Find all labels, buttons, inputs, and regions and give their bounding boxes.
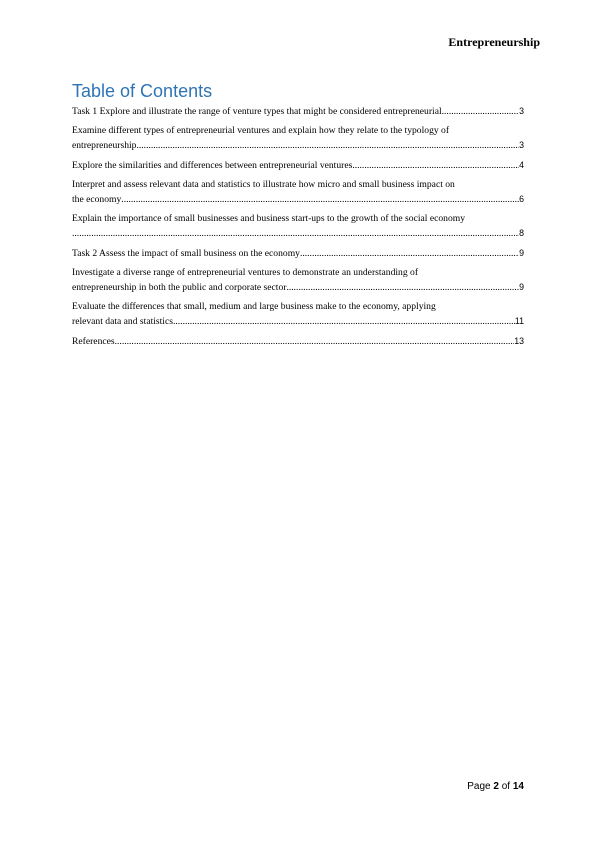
total-page-count: 14 [512, 781, 524, 792]
current-page-number: 2 [493, 781, 499, 792]
toc-page-number: 3 [519, 140, 524, 150]
page-footer [467, 781, 524, 792]
toc-heading: Table of Contents [72, 81, 213, 101]
toc-page-number: 6 [519, 194, 524, 204]
toc-entry-title[interactable]: Evaluate the differences that small, medium and large business make to the economy, applying [72, 301, 436, 312]
toc-entry-title[interactable]: Task 1 Explore and illustrate the range of venture types that might be considered entrepreneurial [72, 106, 442, 117]
dot-leader [72, 227, 519, 241]
of-label: of [501, 781, 511, 792]
toc-page-number: 13 [514, 336, 524, 346]
toc-entry-investigate-ventures[interactable] [72, 266, 524, 295]
toc-entry-title[interactable]: Investigate a diverse range of entrepreneurial ventures to demonstrate an understanding of [72, 267, 419, 278]
dot-leader [442, 105, 519, 119]
toc-entry-title-continued[interactable]: entrepreneurship [72, 140, 137, 151]
toc-entry-title[interactable]: Task 2 Assess the impact of small business on the economy [72, 248, 300, 259]
dot-leader [115, 335, 515, 349]
dot-leader [286, 281, 519, 295]
page-label: Page [467, 781, 491, 792]
toc-entry-title-continued[interactable]: entrepreneurship in both the public and corporate sector [72, 282, 287, 293]
toc-page-number: 3 [519, 106, 524, 116]
toc-entry-title[interactable]: Interpret and assess relevant data and statistics to illustrate how micro and small business impact on [72, 179, 455, 190]
running-header: Entrepreneurship [448, 35, 540, 49]
dot-leader [300, 247, 519, 261]
table-of-contents [72, 104, 524, 354]
toc-entry-importance-small-business[interactable] [72, 212, 524, 241]
toc-entry-title[interactable]: References [72, 336, 115, 347]
dot-leader [121, 193, 519, 207]
dot-leader [173, 315, 515, 329]
toc-entry-title[interactable]: Explain the importance of small businesses and business start-ups to the growth of the social economy [72, 213, 465, 224]
toc-entry-title-continued[interactable]: the economy [72, 194, 122, 205]
dot-leader [136, 139, 519, 153]
toc-page-number: 9 [519, 248, 524, 258]
toc-entry-task2[interactable] [72, 246, 524, 261]
toc-page-number: 11 [514, 316, 524, 326]
toc-entry-evaluate-differences[interactable] [72, 300, 524, 329]
toc-entry-interpret-data[interactable] [72, 178, 524, 207]
toc-entry-title[interactable]: Explore the similarities and differences between entrepreneurial ventures [72, 160, 353, 171]
dot-leader [352, 159, 519, 173]
toc-page-number: 9 [519, 282, 524, 292]
toc-entry-title[interactable]: Examine different types of entrepreneurial ventures and explain how they relate to the typology of [72, 125, 450, 136]
toc-entry-title-continued[interactable]: relevant data and statistics [72, 316, 173, 327]
toc-entry-similarities[interactable] [72, 158, 524, 173]
toc-entry-references[interactable] [72, 334, 524, 349]
toc-entry-task1[interactable] [72, 104, 524, 119]
toc-entry-examine-types[interactable] [72, 124, 524, 153]
toc-page-number: 8 [519, 228, 524, 238]
toc-page-number: 4 [519, 160, 524, 170]
